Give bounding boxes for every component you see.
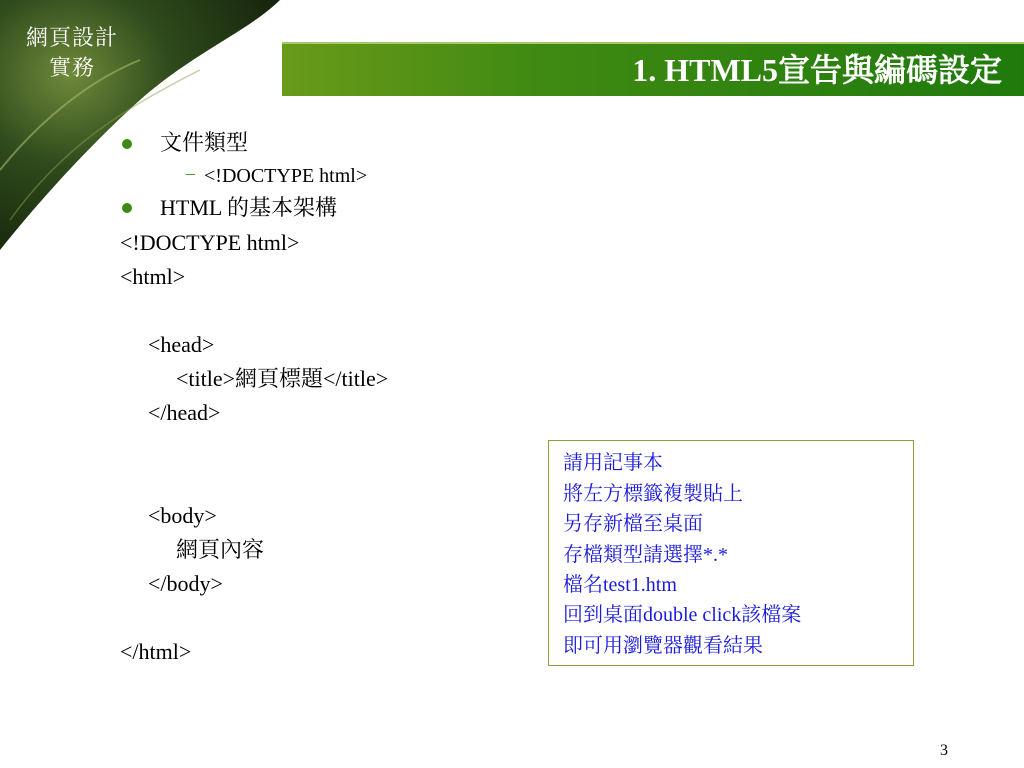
- code-line: <title>網頁標題</title>: [176, 366, 389, 391]
- bullet-dot-icon: [122, 203, 132, 213]
- note-line: 將左方標籤複製貼上: [563, 483, 743, 505]
- bullet-item-doctype: 文件類型: [160, 130, 249, 155]
- course-name-line1: 網頁設計: [25, 26, 118, 51]
- course-name-line2: 實務: [48, 56, 95, 81]
- slide-title-bar: [282, 42, 1024, 96]
- note-line: 另存新檔至桌面: [563, 513, 703, 535]
- sub-bullet-dash-icon: –: [186, 163, 195, 183]
- note-line: 請用記事本: [563, 452, 663, 474]
- code-line: <!DOCTYPE html>: [120, 230, 300, 255]
- bullet-item-structure: HTML 的基本架構: [160, 195, 338, 220]
- bullet-dot-icon: [122, 139, 132, 149]
- code-line: </head>: [148, 400, 221, 425]
- code-line: </body>: [148, 571, 223, 596]
- code-line: 網頁內容: [176, 537, 265, 562]
- instruction-note-box: [548, 440, 914, 666]
- code-line: <head>: [148, 332, 215, 357]
- note-line: 存檔類型請選擇*.*: [563, 544, 728, 566]
- note-line: 檔名test1.htm: [563, 574, 677, 596]
- note-line: 回到桌面double click該檔案: [563, 604, 802, 626]
- code-line: </html>: [120, 639, 192, 664]
- code-line: <body>: [148, 503, 217, 528]
- course-name: [8, 24, 136, 84]
- note-line: 即可用瀏覽器觀看結果: [563, 635, 763, 657]
- page-number: 3: [940, 742, 948, 759]
- code-line: <html>: [120, 264, 186, 289]
- sub-bullet-doctype: <!DOCTYPE html>: [204, 165, 368, 187]
- slide-title: 1. HTML5宣告與編碼設定: [632, 52, 1002, 88]
